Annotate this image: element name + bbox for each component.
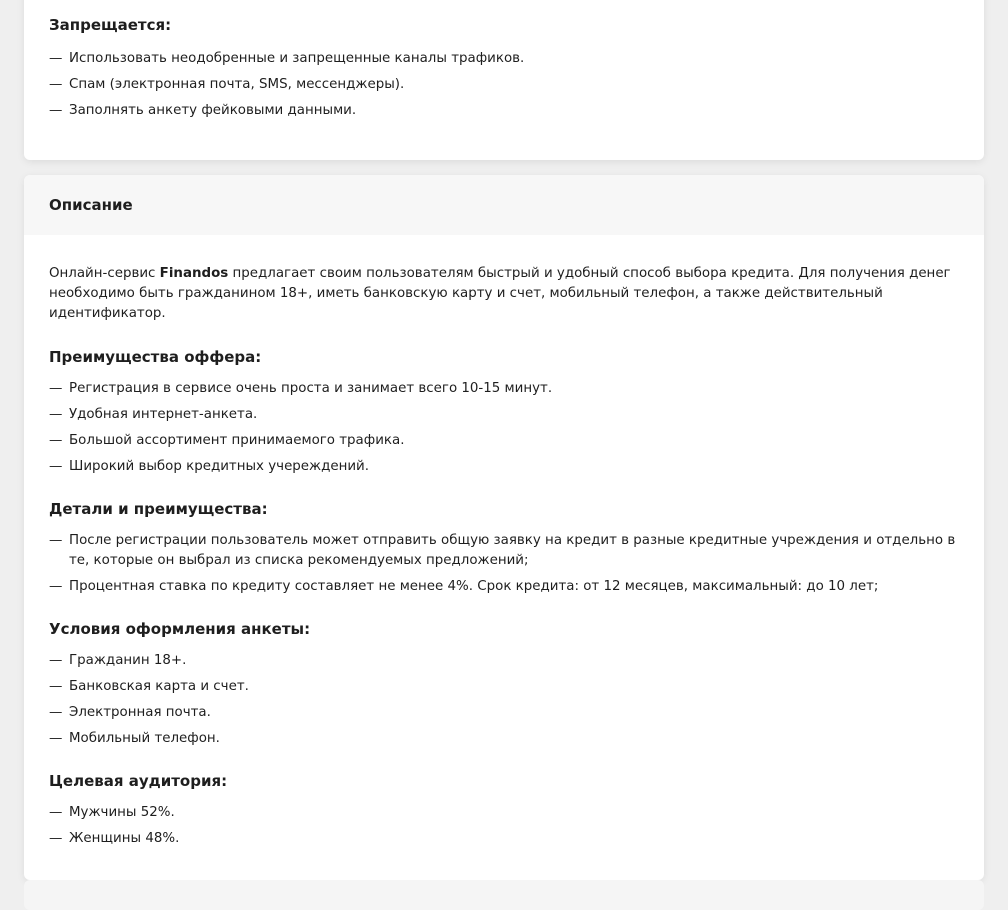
list-item: — Электронная почта. (49, 705, 211, 720)
brand-name: Finandos (159, 266, 229, 281)
description-card (24, 175, 984, 880)
list-item: — Использовать неодобренные и запрещенные каналы трафиков. (49, 51, 525, 66)
list-item: — Широкий выбор кредитных учереждений. (49, 459, 370, 474)
list-item: — Женщины 48%. (49, 831, 180, 846)
description-header: Описание (24, 175, 984, 235)
audience-list (49, 803, 959, 849)
prohibited-heading: Запрещается: (49, 16, 172, 34)
audience-heading: Целевая аудитория: (49, 772, 228, 790)
advantages-list (49, 379, 959, 477)
prohibited-card (24, 0, 984, 160)
list-item: — Мобильный телефон. (49, 731, 220, 746)
list-item: — Банковская карта и счет. (49, 679, 249, 694)
advantages-heading: Преимущества оффера: (49, 348, 262, 366)
description-intro: Онлайн-сервис Finandos предлагает своим пользователям быстрый и удобный способ выбора кредита. Для получения денег необходимо быть гражданином 18+, иметь банковскую карту и счет, мобильный телефон, а также действительный идентификатор. (49, 266, 951, 321)
conditions-heading: Условия оформления анкеты: (49, 620, 311, 638)
details-list (49, 531, 959, 597)
list-item: — Процентная ставка по кредиту составляет не менее 4%. Срок кредита: от 12 месяцев, максимальный: до 10 лет; (49, 579, 879, 594)
list-item: — Мужчины 52%. (49, 805, 175, 820)
list-item: — После регистрации пользователь может отправить общую заявку на кредит в разные кредитные учреждения и отдельно в те, которые он выбрал из списка рекомендуемых предложений; (49, 533, 956, 568)
details-heading: Детали и преимущества: (49, 500, 268, 518)
list-item: — Удобная интернет-анкета. (49, 407, 258, 422)
next-card (24, 880, 984, 910)
list-item: — Большой ассортимент принимаемого трафика. (49, 433, 405, 448)
list-item: — Спам (электронная почта, SMS, мессенджеры). (49, 77, 405, 92)
list-item: — Заполнять анкету фейковыми данными. (49, 103, 357, 118)
prohibited-list (49, 49, 959, 121)
conditions-list (49, 651, 959, 749)
list-item: — Регистрация в сервисе очень проста и занимает всего 10-15 минут. (49, 381, 553, 396)
list-item: — Гражданин 18+. (49, 653, 187, 668)
